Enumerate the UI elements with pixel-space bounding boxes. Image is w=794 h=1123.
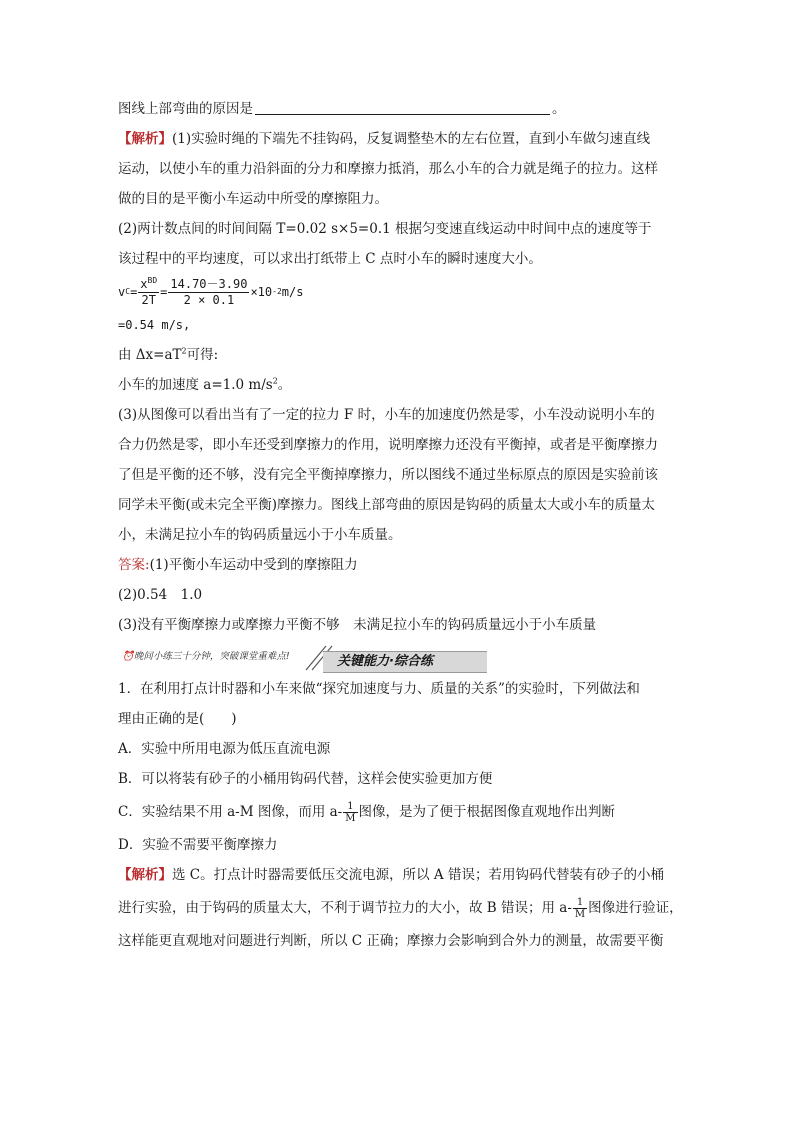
question-line: 理由正确的是( ) [118, 711, 237, 727]
analysis-tag: 【解析】 [118, 131, 172, 147]
section-title: 关键能力·综合练 [323, 651, 487, 673]
analysis-line: 【解析】选 C。打点计时器需要低压交流电源，所以 A 错误；若用钩码代替装有砂子的小桶 [118, 867, 664, 883]
text-line: (2)两计数点间的时间间隔 T=0.02 s×5=0.1 根据匀变速直线运动中时间中点的速度等于 [118, 221, 652, 237]
answer-line: (3)没有平衡摩擦力或摩擦力平衡不够 未满足拉小车的钩码质量远小于小车质量 [118, 617, 597, 633]
answer-blank[interactable] [255, 100, 550, 115]
text-line: 该过程中的平均速度，可以求出打纸带上 C 点时小车的瞬时速度大小。 [118, 251, 542, 267]
text-line: 【解析】(1)实验时绳的下端先不挂钩码，反复调整垫木的左右位置，直到小车做匀速直线 [118, 131, 651, 147]
section-header [118, 642, 678, 674]
analysis-line: 这样能更直观地对问题进行判断，所以 C 正确；摩擦力会影响到合外力的测量，故需要平衡 [118, 933, 664, 949]
answer-line: 答案:(1)平衡小车运动中受到的摩擦阻力 [118, 557, 358, 573]
option-b[interactable]: B．可以将装有砂子的小桶用钩码代替，这样会使实验更加方便 [118, 771, 493, 787]
answer-line: (2)0.54 1.0 [118, 587, 203, 603]
option-a[interactable]: A．实验中所用电源为低压直流电源 [118, 741, 331, 757]
text-line: 图线上部弯曲的原因是 。 [118, 101, 566, 117]
text-line: 小车的加速度 a=1.0 $m/s^2$。 [118, 376, 292, 393]
analysis-tag: 【解析】 [118, 867, 172, 883]
question-line: 1．在利用打点计时器和小车来做“探究加速度与力、质量的关系”的实验时，下列做法和 [118, 681, 640, 697]
text-line: 了但是平衡的还不够，没有完全平衡掉摩擦力，所以图线不通过坐标原点的原因是实验前该 [118, 467, 658, 483]
option-d[interactable]: D．实验不需要平衡摩擦力 [118, 837, 278, 853]
option-c[interactable]: C．实验结果不用 a-M 图像，而用 a- $\frac{1}{M}$ 图像，是为了便于根据图像直观地作出判断 [118, 800, 615, 824]
text-line: 小，未满足拉小车的钩码质量远小于小车质量。 [118, 527, 402, 543]
text-line: 合力仍然是零，即小车还受到摩擦力的作用，说明摩擦力还没有平衡掉，或者是平衡摩擦力 [118, 437, 658, 453]
text-line: 由 $\Delta x=aT^2$可得: [118, 346, 219, 363]
answer-tag: 答案: [118, 557, 150, 573]
text-line: (3)从图像可以看出当有了一定的拉力 F 时，小车的加速度仍然是零，小车没动说明小车的 [118, 407, 655, 423]
section-tip: ⏰晚间小练三十分钟，突破课堂重难点! [122, 651, 290, 662]
analysis-line: 进行实验，由于钩码的质量太大，不利于调节拉力的大小，故 B 错误；用 a- $\frac{1}{M}$ 图像进行验证， [118, 896, 683, 920]
text-line: 做的目的是平衡小车运动中所受的摩擦阻力。 [118, 191, 388, 207]
velocity-formula: v C = $\frac{x^{BD}}{2T}$ = $\frac{14.70-3.90}{2 \times 0.1}$ ×10 -2 m/s [118, 275, 304, 307]
document-page [118, 94, 683, 956]
text-line: =0.54 m/s, [118, 318, 191, 332]
text-line: 同学未平衡(或未完全平衡)摩擦力。图线上部弯曲的原因是钩码的质量太大或小车的质量太 [118, 497, 656, 513]
text-line: 运动，以使小车的重力沿斜面的分力和摩擦力抵消，那么小车的合力就是绳子的拉力。这样 [118, 161, 658, 177]
